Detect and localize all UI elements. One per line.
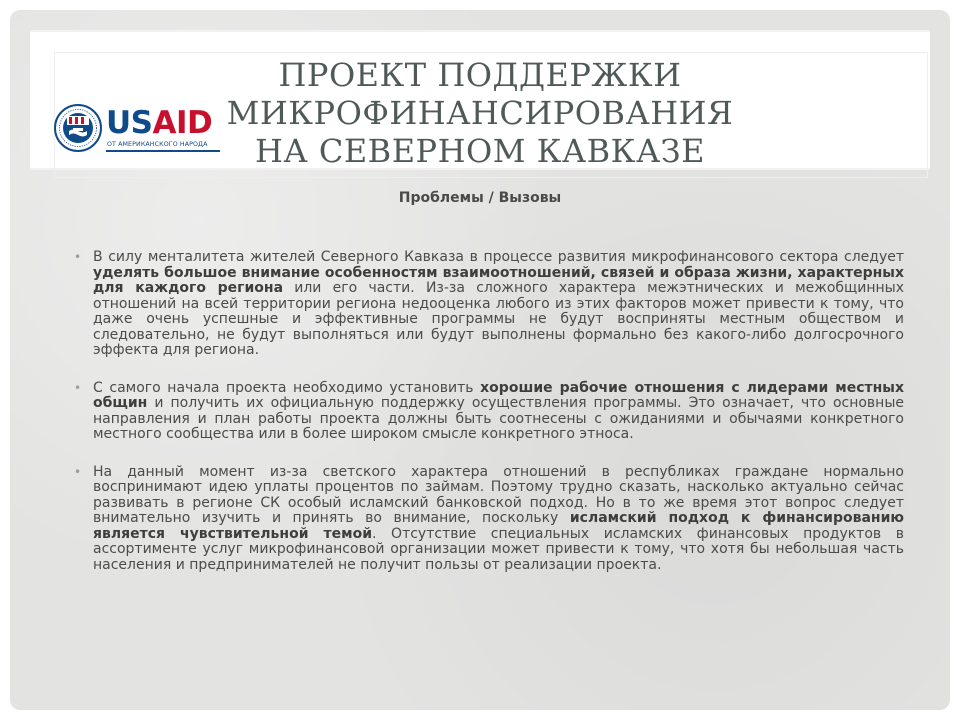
- bullet-dot-icon: •: [74, 250, 82, 264]
- bullet-2-emphasis: хорошие рабочие отношения с лидерами местных общин: [93, 379, 904, 411]
- bullet-dot-icon: •: [74, 380, 82, 395]
- bullet-dot-icon: •: [74, 464, 82, 479]
- bullet-1-text: В силу менталитета жителей Северного Кавказа в процессе развития микрофинансового сектора следует: [93, 249, 904, 265]
- bullet-2-text-end: и получить их официальную поддержку осуществления программы. Это означает, что основные направления и план работы проекта должны быть соотнесены с ожиданиями и обычаями конкретного местного сообщества или в более широком смысле конкретного этноса.: [93, 395, 904, 442]
- usaid-wordmark-aid: AID: [152, 105, 213, 141]
- bullet-1-text-end: или его части. Из-за сложного характера межэтнических и межобщинных отношений на всей территории региона недооценка любого из этих факторов может привести к тому, что даже очень успешные и эффективные программы не будут восприняты местным обществом и следовательно, не будут выполняться или будут выполнены формально без какого-либо долгосрочного эффекта для региона.: [93, 280, 904, 358]
- bullet-item-2: [74, 381, 904, 443]
- bullet-1-emphasis: уделять большое внимание особенностям взаимоотношений, связей и образа жизни, характерных для каждого региона: [93, 264, 904, 296]
- usaid-tagline: ОТ АМЕРИКАНСКОГО НАРОДА: [107, 141, 208, 148]
- bullet-2-text: С самого начала проекта необходимо установить: [93, 379, 481, 396]
- usaid-logo: [54, 104, 220, 158]
- slide-title-line-2: НА СЕВЕРНОМ КАВКАЗЕ: [255, 132, 705, 170]
- section-subtitle: Проблемы / Вызовы: [398, 190, 562, 206]
- usaid-underline: [106, 150, 220, 152]
- bullet-item-3: [74, 465, 904, 574]
- bullet-3-text-end: . Отсутствие специальных исламских финансовых продуктов в ассортименте услуг микрофинансовой организации может привести к тому, что хотя бы небольшая часть населения и предпринимателей не получит пользы от реализации проекта.: [93, 525, 905, 573]
- usaid-seal-icon: [54, 104, 102, 152]
- bullet-item-1: [74, 250, 904, 359]
- slide-title-line-1: ПРОЕКТ ПОДДЕРЖКИ МИКРОФИНАНСИРОВАНИЯ: [226, 56, 734, 132]
- usaid-wordmark-us: US: [106, 105, 153, 141]
- usaid-wordmark: [106, 106, 212, 140]
- bullet-3-emphasis: исламский подход к финансированию является чувствительной темой: [93, 510, 904, 542]
- bullet-3-text: На данный момент из-за светского характера отношений в республиках граждане нормально воспринимают идею уплаты процентов по займам. Поэтому трудно сказать, насколько актуально сейчас развивать в регионе СК особый исламский банковской подход. Но в то же время этот вопрос следует внимательно изучить и принять во внимание, поскольку: [93, 463, 904, 526]
- bullet-list: [74, 250, 904, 595]
- slide: [10, 10, 950, 710]
